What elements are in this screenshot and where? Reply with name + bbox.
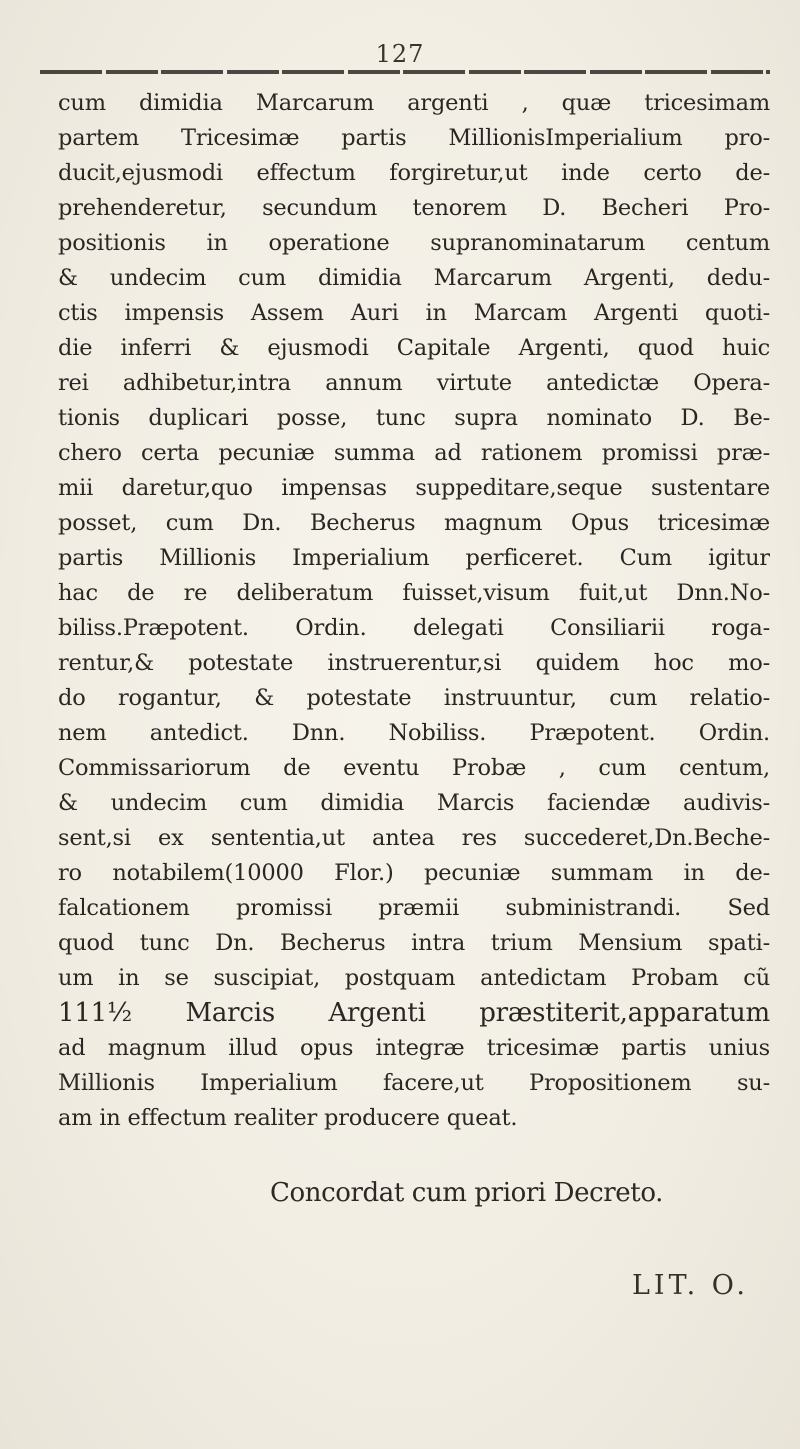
text-line: rei adhibetur,intra annum virtute antedictæ Opera- (58, 370, 770, 396)
text-line: & undecim cum dimidia Marcis faciendæ audivis- (58, 790, 770, 816)
text-line: biliss.Præpotent. Ordin. delegati Consiliarii roga- (58, 615, 770, 641)
text-line: die inferri & ejusmodi Capitale Argenti, quod huic (58, 335, 770, 361)
text-line: sent,si ex sententia,ut antea res succederet,Dn.Beche- (58, 825, 770, 851)
text-line: ro notabilem(10000 Flor.) pecuniæ summam in de- (58, 860, 770, 886)
body-text (58, 86, 770, 1136)
text-line: chero certa pecuniæ summa ad rationem promissi præ- (58, 440, 770, 466)
text-line: rentur,& potestate instruerentur,si quidem hoc mo- (58, 650, 770, 676)
text-line: Millionis Imperialium facere,ut Propositionem su- (58, 1070, 770, 1096)
concordat-note: Concordat cum priori Decreto. (270, 1178, 663, 1208)
text-line: hac de re deliberatum fuisset,visum fuit,ut Dnn.No- (58, 580, 770, 606)
text-line: ducit,ejusmodi effectum forgiretur,ut inde certo de- (58, 160, 770, 186)
text-line: ad magnum illud opus integræ tricesimæ partis unius (58, 1035, 770, 1061)
page-number: 127 (375, 40, 425, 68)
text-line: quod tunc Dn. Becherus intra trium Mensium spati- (58, 930, 770, 956)
text-line: partis Millionis Imperialium perficeret. Cum igitur (58, 545, 770, 571)
text-line: tionis duplicari posse, tunc supra nominato D. Be- (58, 405, 770, 431)
text-line: um in se suscipiat, postquam antedictam Probam cũ (58, 965, 770, 991)
text-line: & undecim cum dimidia Marcarum Argenti, dedu- (58, 265, 770, 291)
text-line: partem Tricesimæ partis MillionisImperialium pro- (58, 125, 770, 151)
text-line: mii daretur,quo impensas suppeditare,seque sustentare (58, 475, 770, 501)
text-line: nem antedict. Dnn. Nobiliss. Præpotent. Ordin. (58, 720, 770, 746)
text-line: 111½ Marcis Argenti præstiterit,apparatum (58, 998, 770, 1028)
text-line: ctis impensis Assem Auri in Marcam Argenti quoti- (58, 300, 770, 326)
text-line: falcationem promissi præmii subministrandi. Sed (58, 895, 770, 921)
text-line: am in effectum realiter producere queat. (58, 1105, 518, 1131)
text-line: prehenderetur, secundum tenorem D. Becheri Pro- (58, 195, 770, 221)
text-line: positionis in operatione supranominatarum centum (58, 230, 770, 256)
text-line: cum dimidia Marcarum argenti , quæ tricesimam (58, 90, 770, 116)
text-line: Commissariorum de eventu Probæ , cum centum, (58, 755, 770, 781)
text-line: posset, cum Dn. Becherus magnum Opus tricesimæ (58, 510, 770, 536)
header-rule (40, 70, 770, 74)
catchword: LIT. O. (632, 1270, 749, 1301)
text-line: do rogantur, & potestate instruuntur, cum relatio- (58, 685, 770, 711)
